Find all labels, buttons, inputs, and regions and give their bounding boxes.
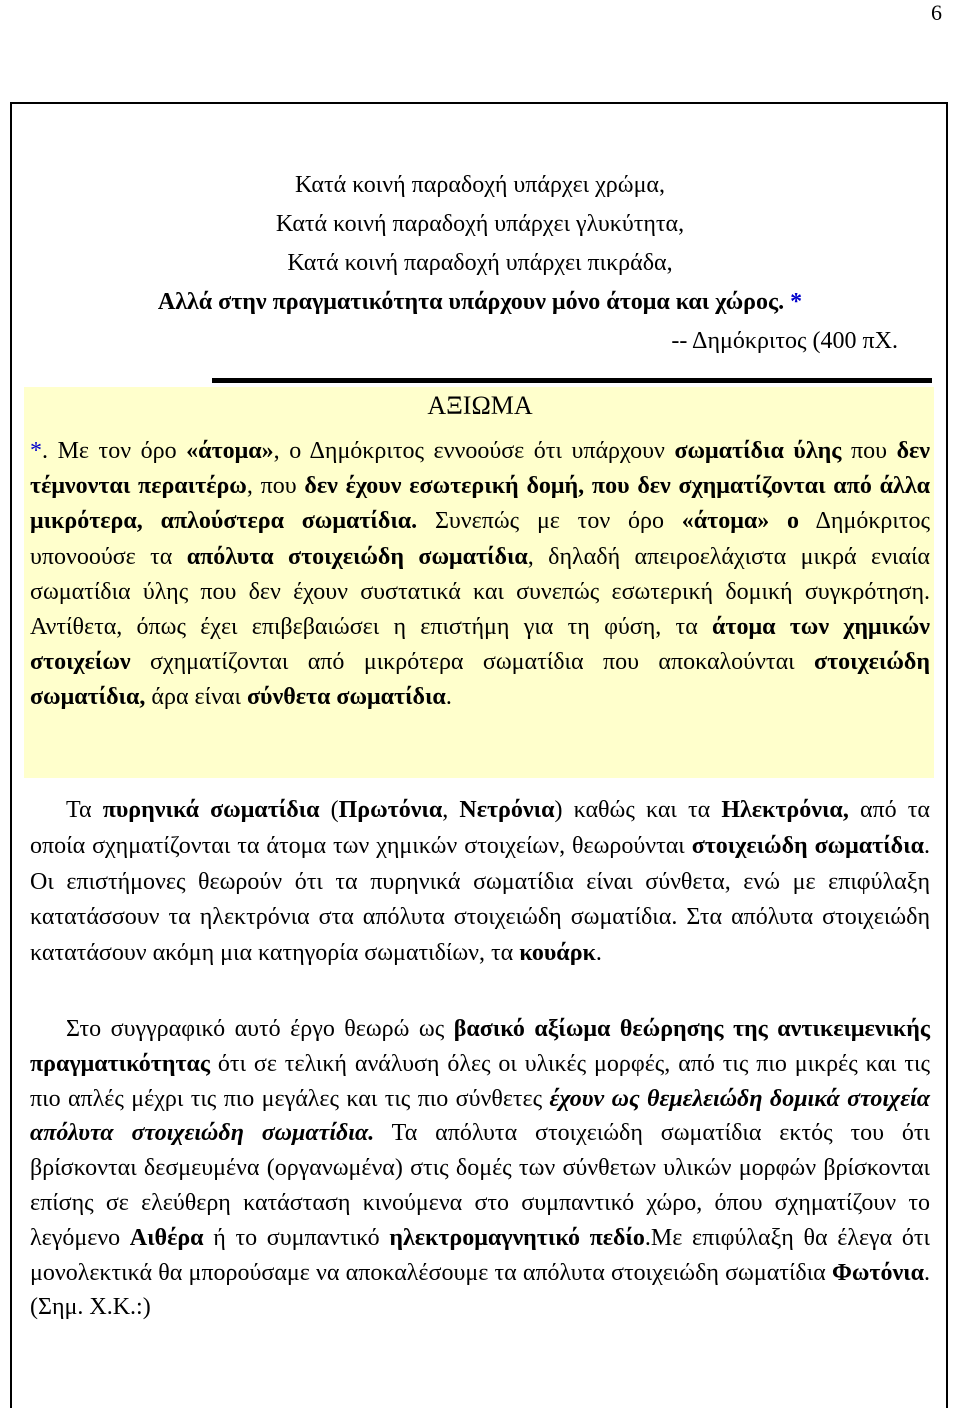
text-run: που (841, 438, 897, 464)
text-run: Δημόκριτος υπονοούσε τα (30, 508, 931, 570)
text-run: Αιθέρα (129, 1224, 204, 1251)
text-run: ( (319, 797, 339, 823)
text-run: Στο συγγραφικό αυτό έργο θεωρώ ως (66, 1016, 454, 1042)
text-run: σχηματίζονται από μικρότερα σωματίδια που αποκαλούνται (130, 649, 815, 676)
text-run: , ο Δημόκριτος εννοούσε ότι υπάρχουν (273, 438, 675, 464)
text-run: σύνθετα σωματίδια (246, 684, 446, 711)
poem-line: Κατά κοινή παραδοχή υπάρχει γλυκύτητα, (275, 211, 685, 237)
poem-attribution: -- Δημόκριτος (400 πΧ. (671, 328, 898, 354)
text-run: «άτομα» ο (681, 508, 800, 535)
text-run: ή το συμπαντικό (203, 1224, 390, 1251)
text-run: . (Σημ. Χ.Κ.:) (30, 1259, 930, 1321)
divider-rule (212, 378, 932, 383)
text-run: «άτομα» (186, 438, 274, 464)
text-run: απόλυτα στοιχειώδη σωματίδια (186, 543, 528, 570)
poem-line-text: Αλλά στην πραγματικότητα υπάρχουν μόνο άτομα και χώρος. (157, 289, 785, 315)
text-run: , (442, 797, 460, 823)
text-run: . (445, 684, 452, 711)
text-run: έχουν ως θεμελειώδη δομικά στοιχεία απόλυτα στοιχειώδη σωματίδια. (30, 1085, 931, 1147)
text-run: άτομα των χημικών στοιχείων (30, 614, 930, 676)
text-run: Πρωτόνια (338, 797, 443, 823)
footnote-mark: * (30, 438, 42, 464)
text-run: , που (246, 473, 305, 500)
text-run: άρα είναι (145, 684, 247, 711)
text-run: Φωτόνια (831, 1259, 924, 1286)
text-run: δεν έχουν εσωτερική δομή, που δεν σχηματίζονται από άλλα μικρότερα, απλούστερα σωματίδια. (30, 473, 931, 535)
body-paragraph (30, 1012, 930, 1325)
text-run: Νετρόνια (459, 797, 555, 823)
text-run: .Με επιφύλαξη θα έλεγα ότι μονολεκτικά θα μπορούσαμε να αποκαλέσουμε τα απόλυτα στοιχειώδη σωματίδια (30, 1224, 930, 1286)
text-run: στοιχειώδη σωματίδια, (30, 649, 930, 711)
text-run: Τα απόλυτα στοιχειώδη σωματίδια εκτός του ότι βρίσκονται δεσμευμένα (οργανωμένα) στις δομές των σύνθετων υλικών μορφών βρίσκονται επίσης σε ελεύθερη κατάσταση κινούμενα στο συμπαντικό χώρο, όπου σχηματίζουν το λεγόμενο (30, 1120, 931, 1251)
text-run: σωματίδια ύλης (674, 438, 842, 464)
text-run: κουάρκ (519, 940, 596, 967)
poem-line: Κατά κοινή παραδοχή υπάρχει χρώμα, (294, 172, 666, 198)
page-number: 6 (931, 0, 942, 25)
text-run: πυρηνικά σωματίδια (102, 797, 320, 823)
axiom-title: ΑΞΙΩΜΑ (427, 391, 533, 420)
text-run: , δηλαδή απειροελάχιστα μικρά ενιαία σωματίδια ύλης που δεν έχουν συστατικά και συνεπώς εσωτερική δομική συγκρότηση. Αντίθετα, όπως έχει επιβεβαιώσει η επιστήμη για τη φύση, τα (30, 543, 930, 641)
text-run: στοιχειώδη σωματίδια (691, 832, 924, 859)
text-run: ηλεκτρομαγνητικό πεδίο (389, 1224, 645, 1251)
text-run: . Οι επιστήμονες θεωρούν ότι τα πυρηνικά σωματίδια είναι σύνθετα, ενώ με επιφύλαξη κατατάσσουν τα ηλεκτρόνια στα απόλυτα στοιχειώδη σωματίδια. Στα απόλυτα στοιχειώδη κατατάσουν ακόμη μια κατηγορία σωματιδίων, τα (30, 832, 930, 967)
text-run: Τα (66, 797, 103, 823)
text-run: ότι σε τελική ανάλυση όλες οι υλικές μορφές, από τις πιο μικρές και τις πιο απλές μέχρι τις πιο μεγάλες και τις πιο σύνθετες (30, 1050, 930, 1112)
text-run: από τα οποία σχηματίζονται τα άτομα των χημικών στοιχείων, θεωρούνται (30, 797, 930, 859)
text-run: δεν τέμνονται περαιτέρω (30, 438, 930, 500)
text-run: . (595, 940, 602, 967)
text-run: Συνεπώς με τον όρο (417, 508, 682, 535)
text-run: . Με τον όρο (42, 438, 187, 464)
poem-line: Κατά κοινή παραδοχή υπάρχει πικράδα, (287, 250, 673, 276)
text-run: βασικό αξίωμα θεώρησης της αντικειμενικής πραγματικότητας (30, 1016, 930, 1077)
poem-line (0, 283, 960, 322)
axiom-paragraph (30, 434, 930, 716)
footnote-mark: * (784, 289, 803, 315)
text-run: Ηλεκτρόνια, (721, 797, 849, 823)
epigraph-poem (0, 166, 960, 322)
body-paragraph (30, 793, 930, 972)
text-run: ) καθώς και τα (554, 797, 722, 823)
